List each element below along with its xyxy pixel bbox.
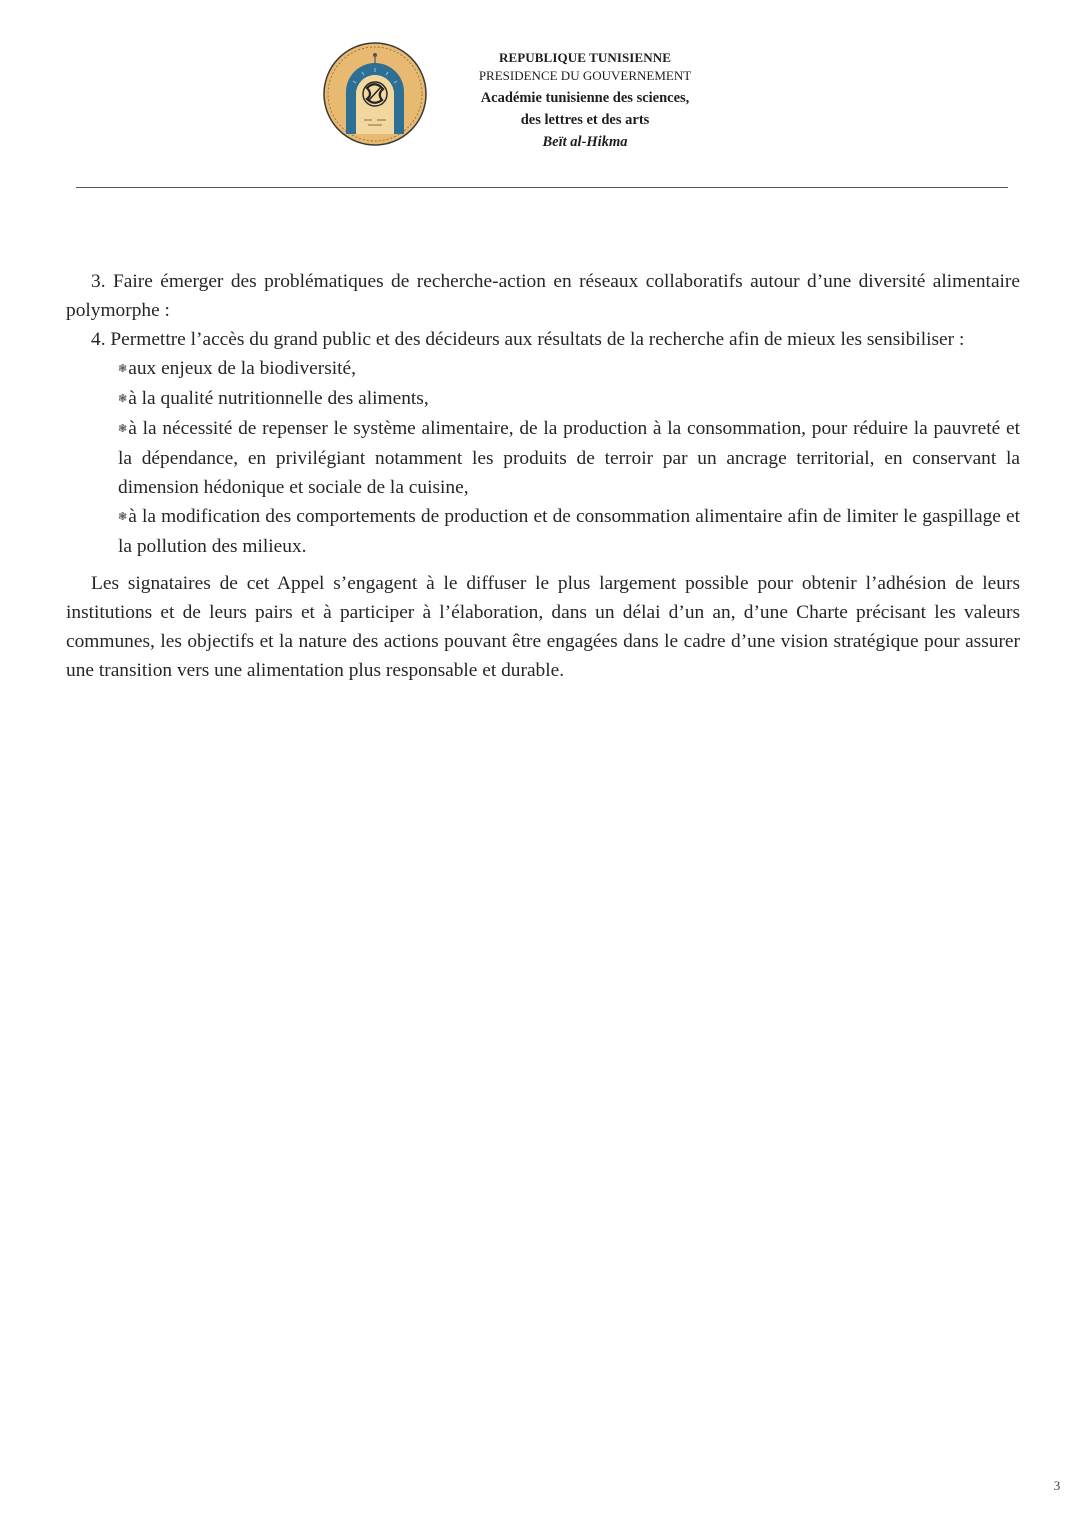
country-name: REPUBLIQUE TUNISIENNE (499, 50, 671, 65)
academy-name-line2: des lettres et des arts (520, 112, 650, 128)
header-divider (76, 187, 1008, 188)
flower-bullet-icon: ❃ (118, 363, 128, 375)
bullet-text: à la qualité nutritionnelle des aliments, (128, 388, 429, 409)
closing-paragraph: Les signataires de cet Appel s’engagent à le diffuser le plus largement possible pour obtenir l’adhésion de leurs institutions et de leurs pairs et à participer à l’élaboration, dans un délai d’un an, d’une Charte précisant les valeurs communes, les objectifs et la nature des actions pouvant être engagées dans le cadre d’une vision stratégique pour assurer une transition vers une alimentation plus responsable et durable. (66, 573, 1020, 681)
academy-name-line1: Académie tunisienne des sciences, (480, 90, 690, 106)
bullet-text: à la nécessité de repenser le système alimentaire, de la production à la consommation, pour réduire la pauvreté et la dépendance, en privilégiant notamment les produits de terroir par un ancrage territorial, en conservant la dimension hédonique et sociale de la cuisine, (118, 418, 1020, 498)
flower-bullet-icon: ❃ (118, 423, 128, 435)
bullet-item (118, 354, 1020, 384)
flower-bullet-icon: ❃ (118, 393, 128, 405)
bullet-text: à la modification des comportements de production et de consommation alimentaire afin de limiter le gaspillage et la pollution des milieux. (118, 506, 1020, 557)
list-item-3: 3. Faire émerger des problématiques de recherche-action en réseaux collaboratifs autour d’une diversité alimentaire polymorphe : (66, 271, 1020, 321)
academy-subtitle: Beït al-Hikma (542, 134, 628, 150)
letterhead-text (440, 49, 730, 153)
bullet-item (118, 502, 1020, 561)
bullet-item (118, 384, 1020, 414)
bullet-item (118, 414, 1020, 502)
flower-bullet-icon: ❃ (118, 511, 128, 523)
list-item-4: 4. Permettre l’accès du grand public et des décideurs aux résultats de la recherche afin de mieux les sensibiliser : (91, 329, 965, 350)
letterhead (0, 0, 1086, 190)
bullet-list (66, 354, 1020, 561)
page-number: 3 (1053, 1478, 1061, 1493)
bullet-text: aux enjeux de la biodiversité, (128, 358, 356, 379)
academy-seal-icon (322, 42, 428, 146)
document-body (66, 267, 1020, 685)
government-name: PRESIDENCE DU GOUVERNEMENT (478, 68, 692, 83)
